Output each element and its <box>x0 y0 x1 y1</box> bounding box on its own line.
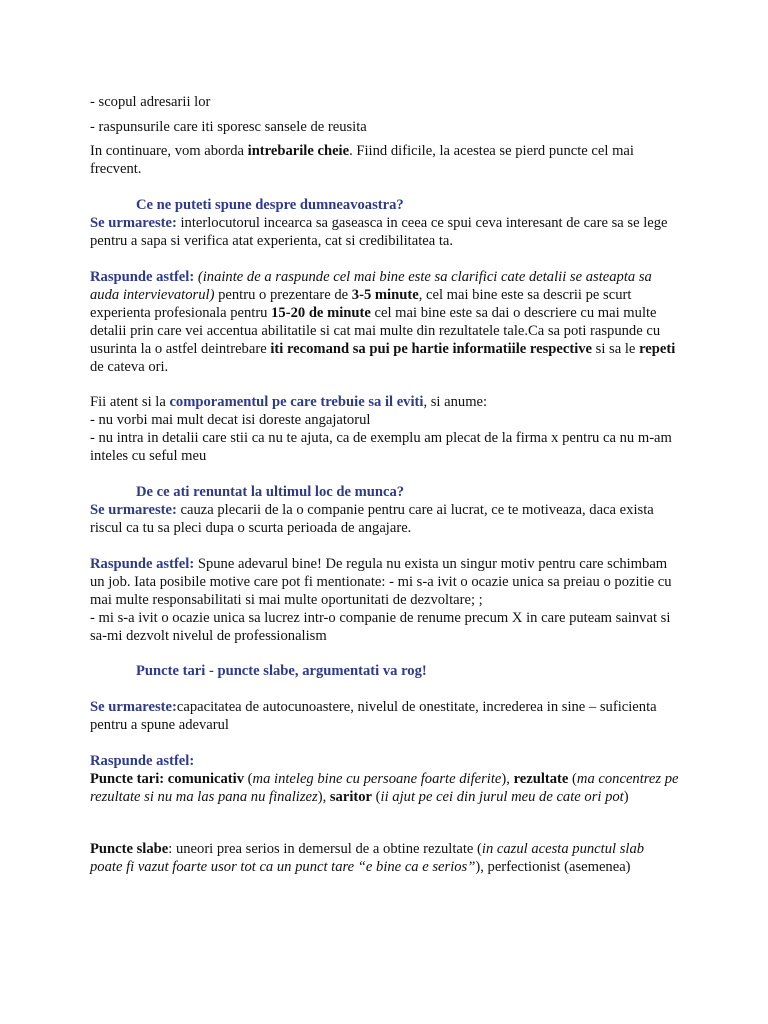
q1-se-urmareste: Se urmareste: interlocutorul incearca sa gaseasca in ceea ce spui ceva interesant de care sa se lege pentru a sapa si verifica atat experienta, cat si credibilitatea ta. <box>90 215 668 249</box>
behavior-item-2: - nu intra in detalii care stii ca nu te ajuta, ca de exemplu am plecat de la firma x pentru ca nu m-am inteles cu seful meu <box>90 430 672 464</box>
question-3-heading: Puncte tari - puncte slabe, argumentati va rog! <box>136 663 427 679</box>
q2-raspunde-cont: - mi s-a ivit o ocazie unica sa lucrez intr-o companie de renume precum X in care puteam sainvat si sa-mi dezvolt nivelul de professionalism <box>90 610 671 644</box>
q3-raspunde-label: Raspunde astfel: <box>90 753 195 769</box>
q1-raspunde: Raspunde astfel: (inainte de a raspunde cel mai bine este sa clarifici cate detalii se asteapta sa auda intervievatorul) pentru o prezentare de 3-5 minute, cel mai bine este sa descrii pe scurt experienta profesionala pentru 15-20 de minute cel mai bine este sa dai o descriere cu mai multe detalii prin care vei accentua abilitatile si cat mai multe din rezultatele tale.Ca sa poti raspunde cu usurinta la o astfel deintrebare iti recomand sa pui pe hartie informatiile respective si sa le repeti de cateva ori. <box>90 269 676 375</box>
behavior-item-1: - nu vorbi mai mult decat isi doreste angajatorul <box>90 412 371 428</box>
q2-se-urmareste: Se urmareste: cauza plecarii de la o companie pentru care ai lucrat, ce te motiveaza, daca exista riscul ca tu sa pleci dupa o scurta perioada de angajare. <box>90 502 654 536</box>
question-2-heading: De ce ati renuntat la ultimul loc de munca? <box>136 484 405 500</box>
q3-puncte-tari: Puncte tari: comunicativ (ma inteleg bine cu persoane foarte diferite), rezultate (ma concentrez pe rezultate si nu ma las pana nu finalizez), saritor (ii ajut pe cei din jurul meu de cate ori pot) <box>90 771 679 805</box>
intro-line-1: - scopul adresarii lor <box>90 94 211 110</box>
intro-line-2: - raspunsurile care iti sporesc sansele de reusita <box>90 119 367 135</box>
q2-raspunde: Raspunde astfel: Spune adevarul bine! De regula nu exista un singur motiv pentru care schimbam un job. Iata posibile motive care pot fi mentionate: - mi s-a ivit o ocazie unica sa preiau o pozitie cu mai multe responsabilitati si mai multe oportunitati de dezvoltare; ; <box>90 556 672 608</box>
question-1-heading: Ce ne puteti spune despre dumneavoastra? <box>136 197 404 213</box>
q3-se-urmareste: Se urmareste:capacitatea de autocunoastere, nivelul de onestitate, increderea in sine – suficienta pentru a spune adevarul <box>90 699 657 733</box>
q3-puncte-slabe: Puncte slabe: uneori prea serios in demersul de a obtine rezultate (in cazul acesta punctul slab poate fi vazut foarte usor tot ca un punct tare “e bine ca e serios”), perfectionist (asemenea) <box>90 841 645 875</box>
behavior-intro: Fii atent si la comporamentul pe care trebuie sa il eviti, si anume: <box>90 394 488 410</box>
intro-continuation: In continuare, vom aborda intrebarile cheie. Fiind dificile, la acestea se pierd puncte cel mai frecvent. <box>90 143 634 177</box>
